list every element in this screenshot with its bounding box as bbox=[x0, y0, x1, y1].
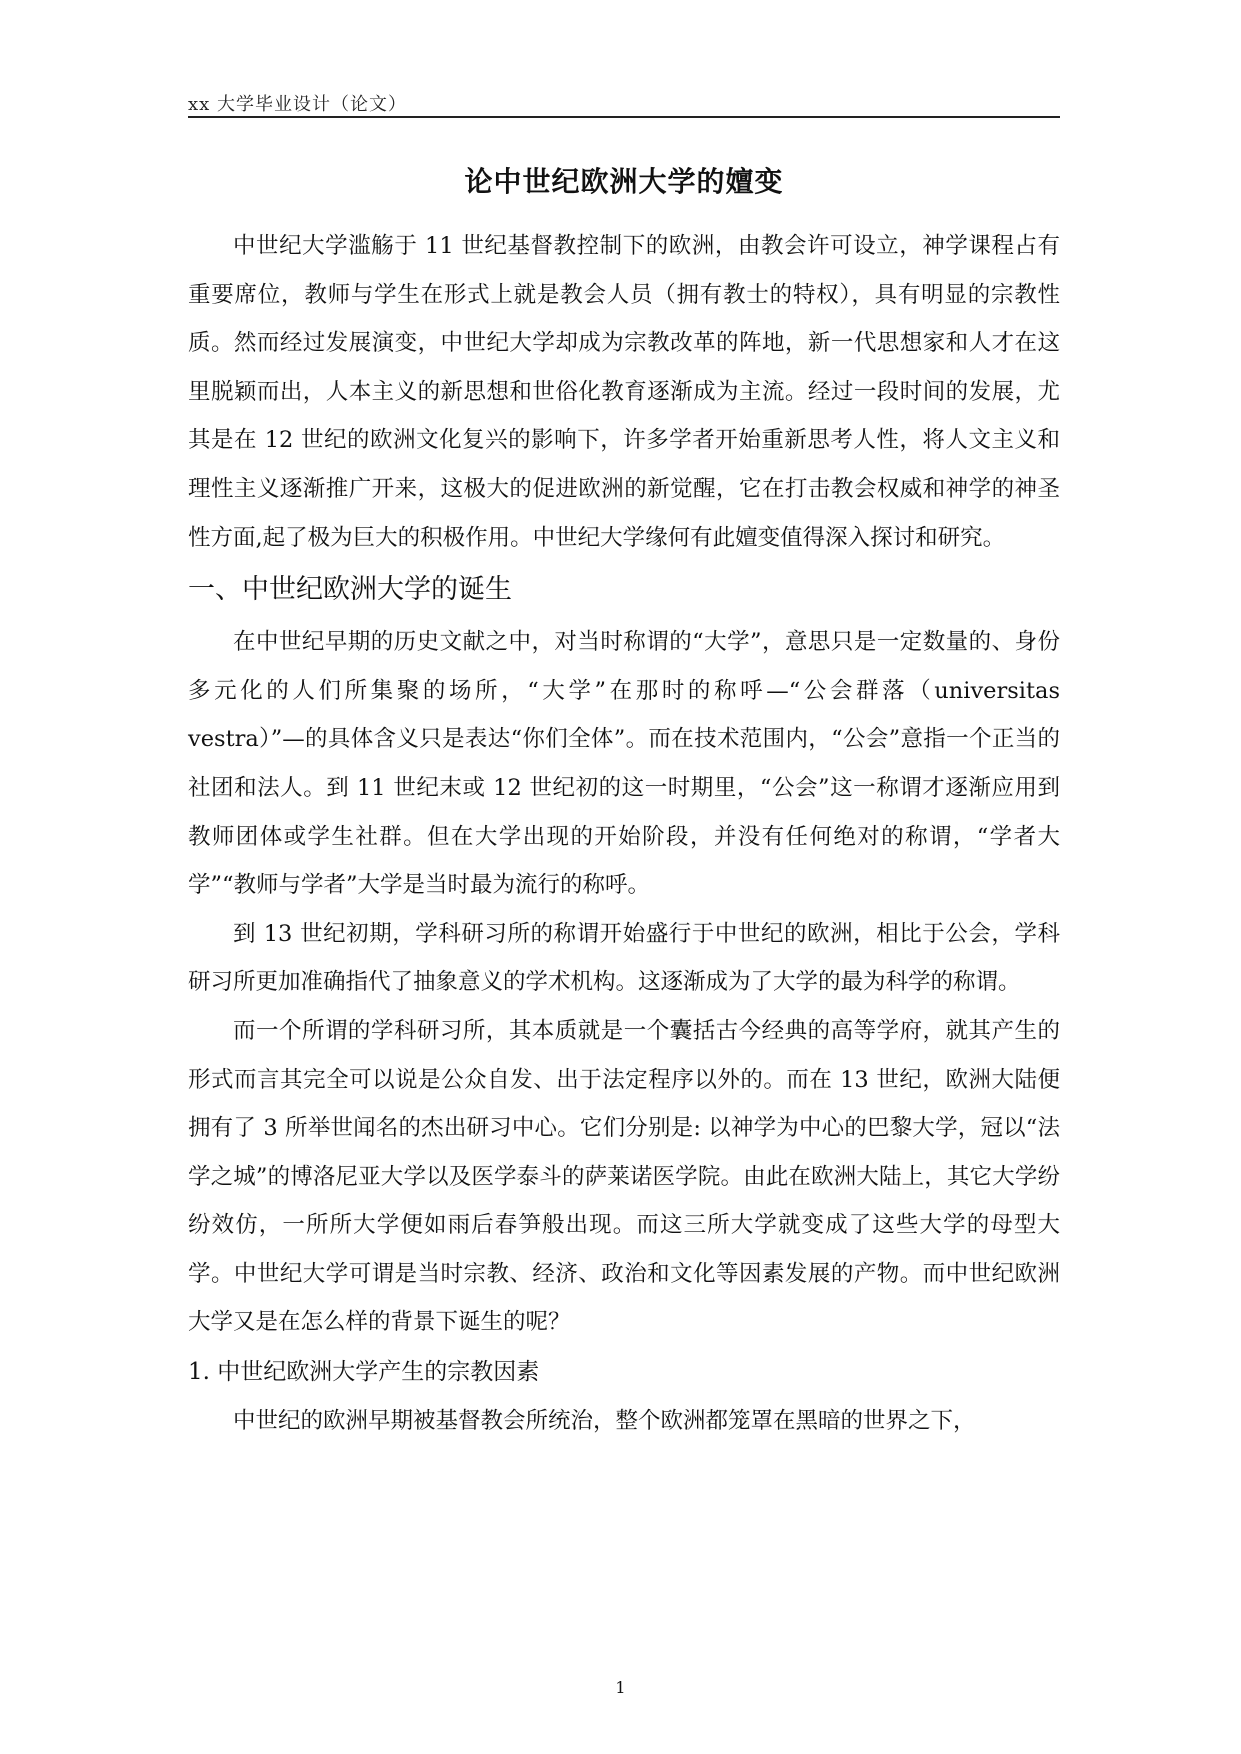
subsection-heading: 1. 中世纪欧洲大学产生的宗教因素 bbox=[188, 1359, 540, 1386]
section-heading: 一、中世纪欧洲大学的诞生 bbox=[188, 574, 512, 606]
header-text: xx 大学毕业设计（论文） bbox=[188, 94, 408, 115]
body-paragraph: 到 13 世纪初期，学科研习所的称谓开始盛行于中世纪的欧洲，相比于公会，学科研习所更加准确指代了抽象意义的学术机构。这逐渐成为了大学的最为科学的称谓。 bbox=[188, 920, 1060, 996]
page-header bbox=[188, 86, 1060, 118]
document-body bbox=[188, 222, 1060, 1446]
body-paragraph: 而一个所谓的学科研习所，其本质就是一个囊括古今经典的高等学府，就其产生的形式而言其完全可以说是公众自发、出于法定程序以外的。而在 13 世纪，欧洲大陆便拥有了 3 所举世闻名的杰出研习中心。它们分别是: 以神学为中心的巴黎大学，冠以“法学之城”的博洛尼亚大学以及医学泰斗的萨莱诺医学院。由此在欧洲大陆上，其它大学纷纷效仿，一所所大学便如雨后春笋般出现。而这三所大学就变成了这些大学的母型大学。中世纪大学可谓是当时宗教、经济、政治和文化等因素发展的产物。而中世纪欧洲大学又是在怎么样的背景下诞生的呢？ bbox=[188, 1017, 1060, 1336]
body-paragraph: 在中世纪早期的历史文献之中，对当时称谓的“大学”，意思只是一定数量的、身份多元化的人们所集聚的场所，“大学”在那时的称呼—“公会群落（universitas vestra）”—的具体含义只是表达“你们全体”。而在技术范围内，“公会”意指一个正当的社团和法人。到 11 世纪末或 12 世纪初的这一时期里，“公会”这一称谓才逐渐应用到教师团体或学生社群。但在大学出现的开始阶段，并没有任何绝对的称谓，“学者大学”“教师与学者”大学是当时最为流行的称呼。 bbox=[188, 629, 1060, 899]
document-title: 论中世纪欧洲大学的嬗变 bbox=[464, 165, 784, 198]
body-paragraph: 中世纪的欧洲早期被基督教会所统治，整个欧洲都笼罩在黑暗的世界之下， bbox=[233, 1408, 976, 1435]
page-number: 1 bbox=[615, 1678, 626, 1697]
intro-paragraph: 中世纪大学滥觞于 11 世纪基督教控制下的欧洲，由教会许可设立，神学课程占有重要席位，教师与学生在形式上就是教会人员（拥有教士的特权），具有明显的宗教性质。然而经过发展演变，中世纪大学却成为宗教改革的阵地，新一代思想家和人才在这里脱颖而出，人本主义的新思想和世俗化教育逐渐成为主流。经过一段时间的发展，尤其是在 12 世纪的欧洲文化复兴的影响下，许多学者开始重新思考人性，将人文主义和理性主义逐渐推广开来，这极大的促进欧洲的新觉醒，它在打击教会权威和神学的神圣性方面,起了极为巨大的积极作用。中世纪大学缘何有此嬗变值得深入探讨和研究。 bbox=[188, 233, 1060, 551]
